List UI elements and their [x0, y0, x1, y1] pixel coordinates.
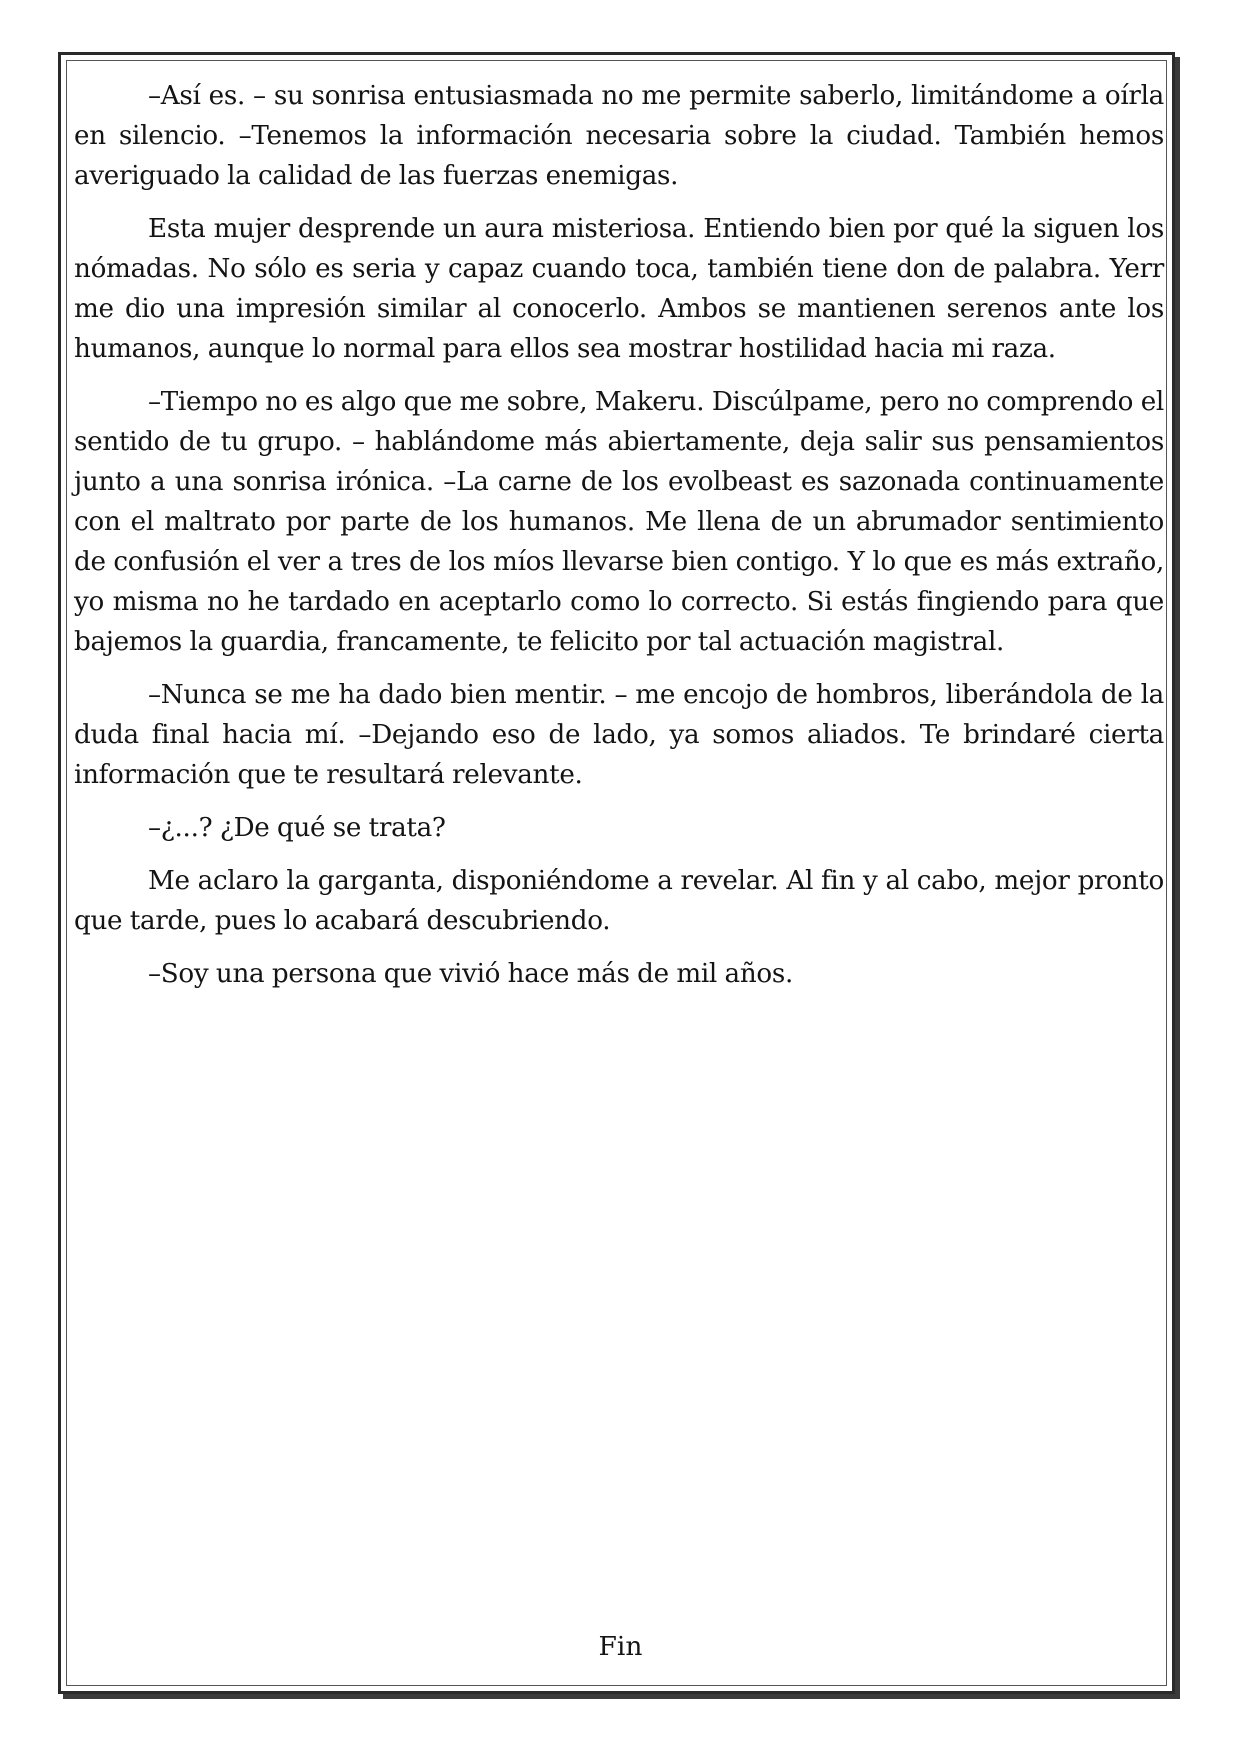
paragraph-1: –Así es. – su sonrisa entusiasmada no me permite saberlo, limitándome a oírla en silencio. –Tenemos la información necesaria sobre la ciudad. También hemos averiguado la calidad de las fuerzas enemigas.: [74, 81, 1164, 191]
paragraph-6: Me aclaro la garganta, disponiéndome a revelar. Al fin y al cabo, mejor pronto que tarde, pues lo acabará descubriendo.: [74, 866, 1164, 936]
paragraph-3: –Tiempo no es algo que me sobre, Makeru. Discúlpame, pero no comprendo el sentido de tu grupo. – hablándome más abiertamente, deja salir sus pensamientos junto a una sonrisa irónica. –La carne de los evolbeast es sazonada continuamente con el maltrato por parte de los humanos. Me llena de un abrumador sentimiento de confusión el ver a tres de los míos llevarse bien contigo. Y lo que es más extraño, yo misma no he tardado en aceptarlo como lo correcto. Si estás fingiendo para que bajemos la guardia, francamente, te felicito por tal actuación magistral.: [74, 387, 1164, 657]
paragraph-2: Esta mujer desprende un aura misteriosa. Entiendo bien por qué la siguen los nómadas. No sólo es seria y capaz cuando toca, también tiene don de palabra. Yerr me dio una impresión similar al conocerlo. Ambos se mantienen serenos ante los humanos, aunque lo normal para ellos sea mostrar hostilidad hacia mi raza.: [74, 214, 1164, 364]
paragraph-4: –Nunca se me ha dado bien mentir. – me encojo de hombros, liberándola de la duda final hacia mí. –Dejando eso de lado, ya somos aliados. Te brindaré cierta información que te resultará relevante.: [74, 680, 1164, 790]
paragraph-7: –Soy una persona que vivió hace más de mil años.: [148, 959, 794, 989]
paragraph-5: –¿...? ¿De qué se trata?: [148, 813, 446, 843]
story-text: [74, 76, 1164, 1007]
end-label: Fin: [598, 1631, 643, 1662]
